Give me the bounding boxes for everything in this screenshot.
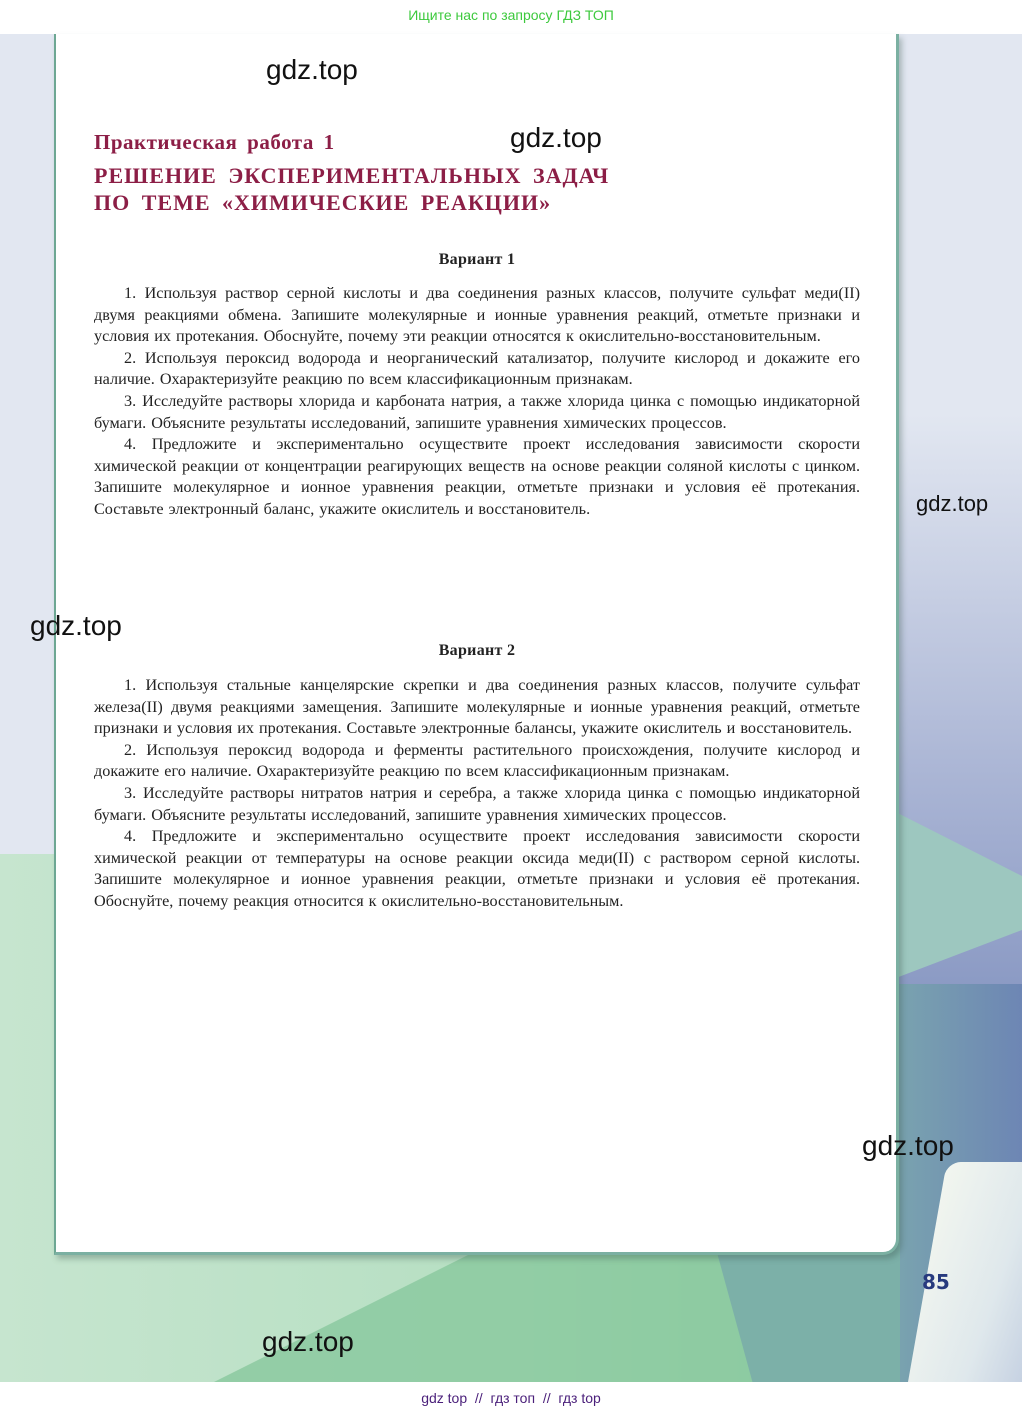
title-line-1: РЕШЕНИЕ ЭКСПЕРИМЕНТАЛЬНЫХ ЗАДАЧ [94, 163, 610, 188]
top-banner [0, 0, 1022, 34]
top-banner-text: Ищите нас по запросу ГДЗ ТОП [408, 7, 614, 23]
bottom-bar [0, 1382, 1022, 1416]
variant-2-heading: Вариант 2 [438, 642, 516, 659]
task-item: 2. Используя пероксид водорода и неорганический катализатор, получите кислород и докажите его наличие. Охарактеризуйте реакцию по всем классификационным признакам. [94, 348, 860, 389]
bottom-bar-text: gdz top // гдз топ // гдз top [421, 1390, 601, 1406]
watermark: gdz.top [916, 491, 989, 516]
page-number: 85 [922, 1270, 950, 1294]
watermark: gdz.top [262, 1326, 354, 1357]
watermark: gdz.top [30, 610, 122, 641]
page-title [94, 162, 609, 216]
task-item: 1. Используя стальные канцелярские скрепки и два соединения разных классов, получите сульфат железа(II) двумя реакциями замещения. Запишите молекулярные и ионные уравнения реакций, отметьте признаки и условия их протекания. Составьте электронные балансы, укажите окислитель и восстановитель. [94, 676, 860, 738]
watermark: gdz.top [862, 1130, 954, 1161]
task-item: 4. Предложите и экспериментально осуществите проект исследования зависимости скорости химической реакции от температуры на основе реакции оксида меди(II) с раствором серной кислоты. Запишите молекулярное и ионное уравнения реакции, отметьте признаки и условия её протекания. Обоснуйте, почему реакция относится к окислительно-восстановительным. [94, 827, 860, 910]
title-line-2: ПО ТЕМЕ «ХИМИЧЕСКИЕ РЕАКЦИИ» [94, 190, 552, 215]
task-item: 3. Исследуйте растворы хлорида и карбоната натрия, а также хлорида цинка с помощью индикаторной бумаги. Объясните результаты исследований, запишите уравнения химических процессов. [94, 391, 860, 432]
practical-work-label: Практическая работа 1 [94, 130, 335, 154]
task-item: 4. Предложите и экспериментально осуществите проект исследования зависимости скорости химической реакции от концентрации реагирующих веществ на основе реакции соляной кислоты с цинком. Запишите молекулярное и ионное уравнения реакции, отметьте признаки и условия её протекания. Составьте электронный баланс, укажите окислитель и восстановитель. [94, 435, 860, 518]
variant-1-heading: Вариант 1 [438, 251, 516, 268]
task-item: 3. Исследуйте растворы нитратов натрия и серебра, а также хлорида цинка с помощью индикаторной бумаги. Объясните результаты исследований, запишите уравнения химических процессов. [94, 783, 860, 824]
variant-2-tasks [94, 675, 860, 913]
watermark: gdz.top [510, 122, 602, 153]
textbook-page [54, 34, 899, 1255]
task-item: 2. Используя пероксид водорода и ферменты растительного происхождения, получите кислород и докажите его наличие. Охарактеризуйте реакцию по всем классификационным признакам. [94, 740, 860, 781]
variant-1-tasks [94, 283, 860, 521]
task-item: 1. Используя раствор серной кислоты и два соединения разных классов, получите сульфат меди(II) двумя реакциями обмена. Запишите молекулярные и ионные уравнения реакций, отметьте признаки и условия их протекания. Обоснуйте, почему эти реакции относятся к окислительно-восстановительным. [94, 284, 860, 346]
watermark: gdz.top [266, 54, 358, 85]
